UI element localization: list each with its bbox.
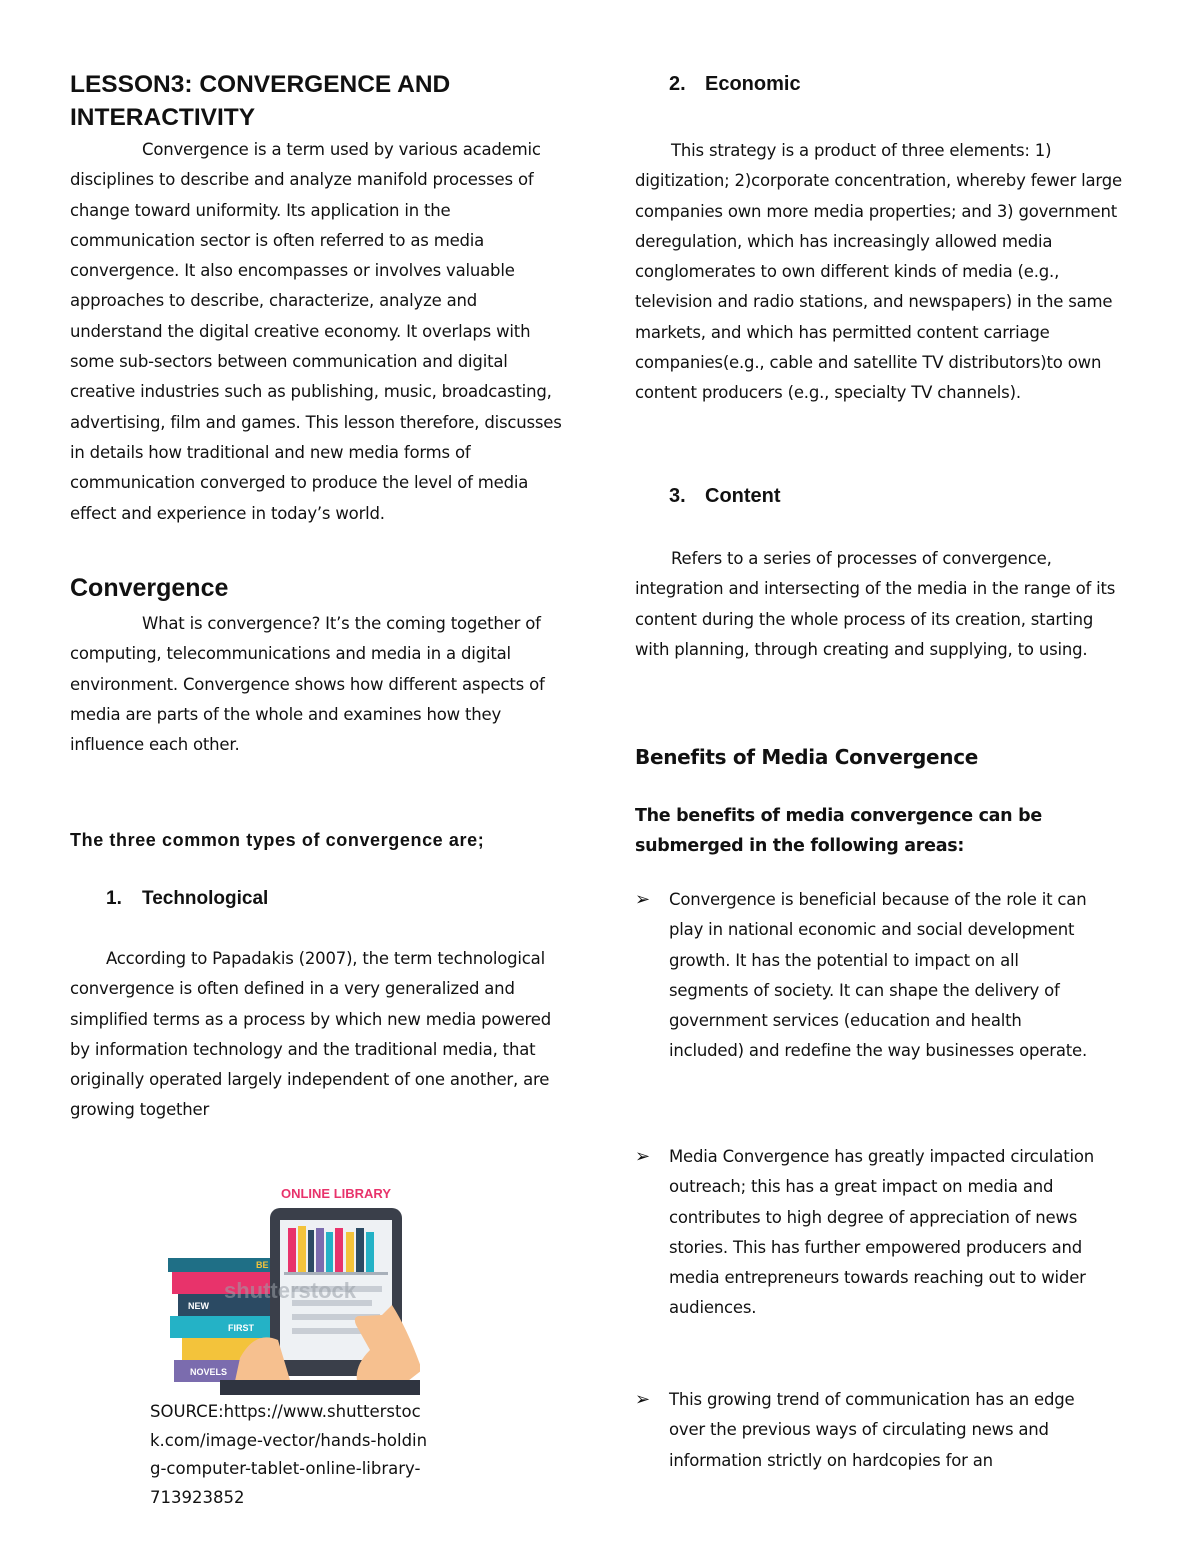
benefit-item-2: [635, 1142, 1099, 1324]
shelf-book-4: [316, 1228, 324, 1272]
arrow-bullet-icon: ➢: [635, 1146, 651, 1167]
book-first-label: FIRST: [228, 1323, 254, 1333]
book-new-label: NEW: [188, 1301, 209, 1311]
convergence-heading: Convergence: [70, 574, 229, 602]
shelf-book-9: [366, 1232, 374, 1272]
book-cyan: [170, 1316, 282, 1338]
shelf-book-2: [298, 1226, 306, 1272]
shelf-book-8: [356, 1228, 364, 1272]
shelf-book-1: [288, 1228, 296, 1272]
book-be-label: BE: [256, 1260, 269, 1270]
image-source: SOURCE:https://www.shutterstock.com/image-vector/hands-holding-computer-tablet-online-library-713923852: [150, 1402, 428, 1507]
shelf-book-5: [326, 1232, 333, 1272]
type1-label: Technological: [142, 888, 269, 909]
lesson-title: LESSON3: CONVERGENCE AND INTERACTIVITY: [70, 71, 451, 131]
arrow-bullet-icon: ➢: [635, 889, 651, 910]
benefit-item-3: [635, 1385, 1099, 1476]
online-library-illustration: [160, 1180, 420, 1395]
benefits-heading: Benefits of Media Convergence: [635, 745, 979, 769]
type3-number: 3.: [669, 485, 686, 507]
online-library-image: [160, 1180, 420, 1395]
type2-paragraph: This strategy is a product of three elements: 1) digitization; 2)corporate concentration, whereby fewer large companies own more media properties; and 3) government deregulation, which has increasingly allowed media conglomerates to own different kinds of media (e.g., television and radio stations, and newspapers) in the same markets, and which has permitted content carriage companies(e.g., cable and satellite TV distributors)to own content producers (e.g., specialty TV channels).: [635, 141, 1122, 403]
benefit-text-3: This growing trend of communication has an edge over the previous ways of circulating news and information strictly on hardcopies for an: [669, 1390, 1075, 1470]
convergence-paragraph: What is convergence? It’s the coming together of computing, telecommunications and media in a digital environment. Convergence shows how different aspects of media are parts of the whole and examines how they influence each other.: [70, 614, 545, 755]
type2-label: Economic: [705, 73, 801, 95]
intro-paragraph: Convergence is a term used by various academic disciplines to describe and analyze manifold processes of change toward uniformity. Its application in the communication sector is often referred to as media convergence. It also encompasses or involves valuable approaches to describe, characterize, analyze and understand the digital creative economy. It overlaps with some sub-sectors between communication and digital creative industries such as publishing, music, broadcasting, advertising, film and games. This lesson therefore, discusses in details how traditional and new media forms of communication converged to produce the level of media effect and experience in today’s world.: [70, 140, 562, 523]
shelf-book-3: [308, 1230, 314, 1272]
online-library-label: ONLINE LIBRARY: [280, 1186, 392, 1201]
type3-paragraph: Refers to a series of processes of convergence, integration and intersecting of the media in the range of its content during the whole process of its creation, starting with planning, through creating and supplying, to using.: [635, 549, 1116, 659]
type1-heading: [106, 888, 268, 910]
screen-line-4: [292, 1328, 362, 1334]
arrow-bullet-icon: ➢: [635, 1389, 651, 1410]
benefit-item-1: [635, 885, 1099, 1067]
type1-number: 1.: [106, 888, 122, 909]
shelf-book-7: [346, 1232, 354, 1272]
sleeves: [220, 1380, 420, 1395]
type2-number: 2.: [669, 73, 686, 95]
shelf-book-6: [335, 1228, 343, 1272]
type3-heading: [669, 485, 781, 508]
type2-heading: [669, 73, 801, 96]
benefit-text-1: Convergence is beneficial because of the role it can play in national economic and social development growth. It has the potential to impact on all segments of society. It can shape the delivery of government services (education and health included) and redefine the way businesses operate.: [669, 890, 1087, 1061]
shelf-line: [284, 1272, 388, 1275]
watermark-text: shutterstock: [223, 1278, 357, 1303]
type1-paragraph: According to Papadakis (2007), the term technological convergence is often defined in a very generalized and simplified terms as a process by which new media powered by information technology and the traditional media, that originally operated largely independent of one another, are growing together: [70, 949, 551, 1120]
benefit-text-2: Media Convergence has greatly impacted circulation outreach; this has a great impact on media and contributes to high degree of appreciation of news stories. This has further empowered producers and media entrepreneurs towards reaching out to wider audiences.: [669, 1147, 1095, 1318]
book-novels-label: NOVELS: [190, 1367, 228, 1377]
type3-label: Content: [705, 485, 781, 507]
types-heading: The three common types of convergence are;: [70, 830, 485, 850]
benefits-subheading: The benefits of media convergence can be submerged in the following areas:: [635, 806, 1042, 856]
